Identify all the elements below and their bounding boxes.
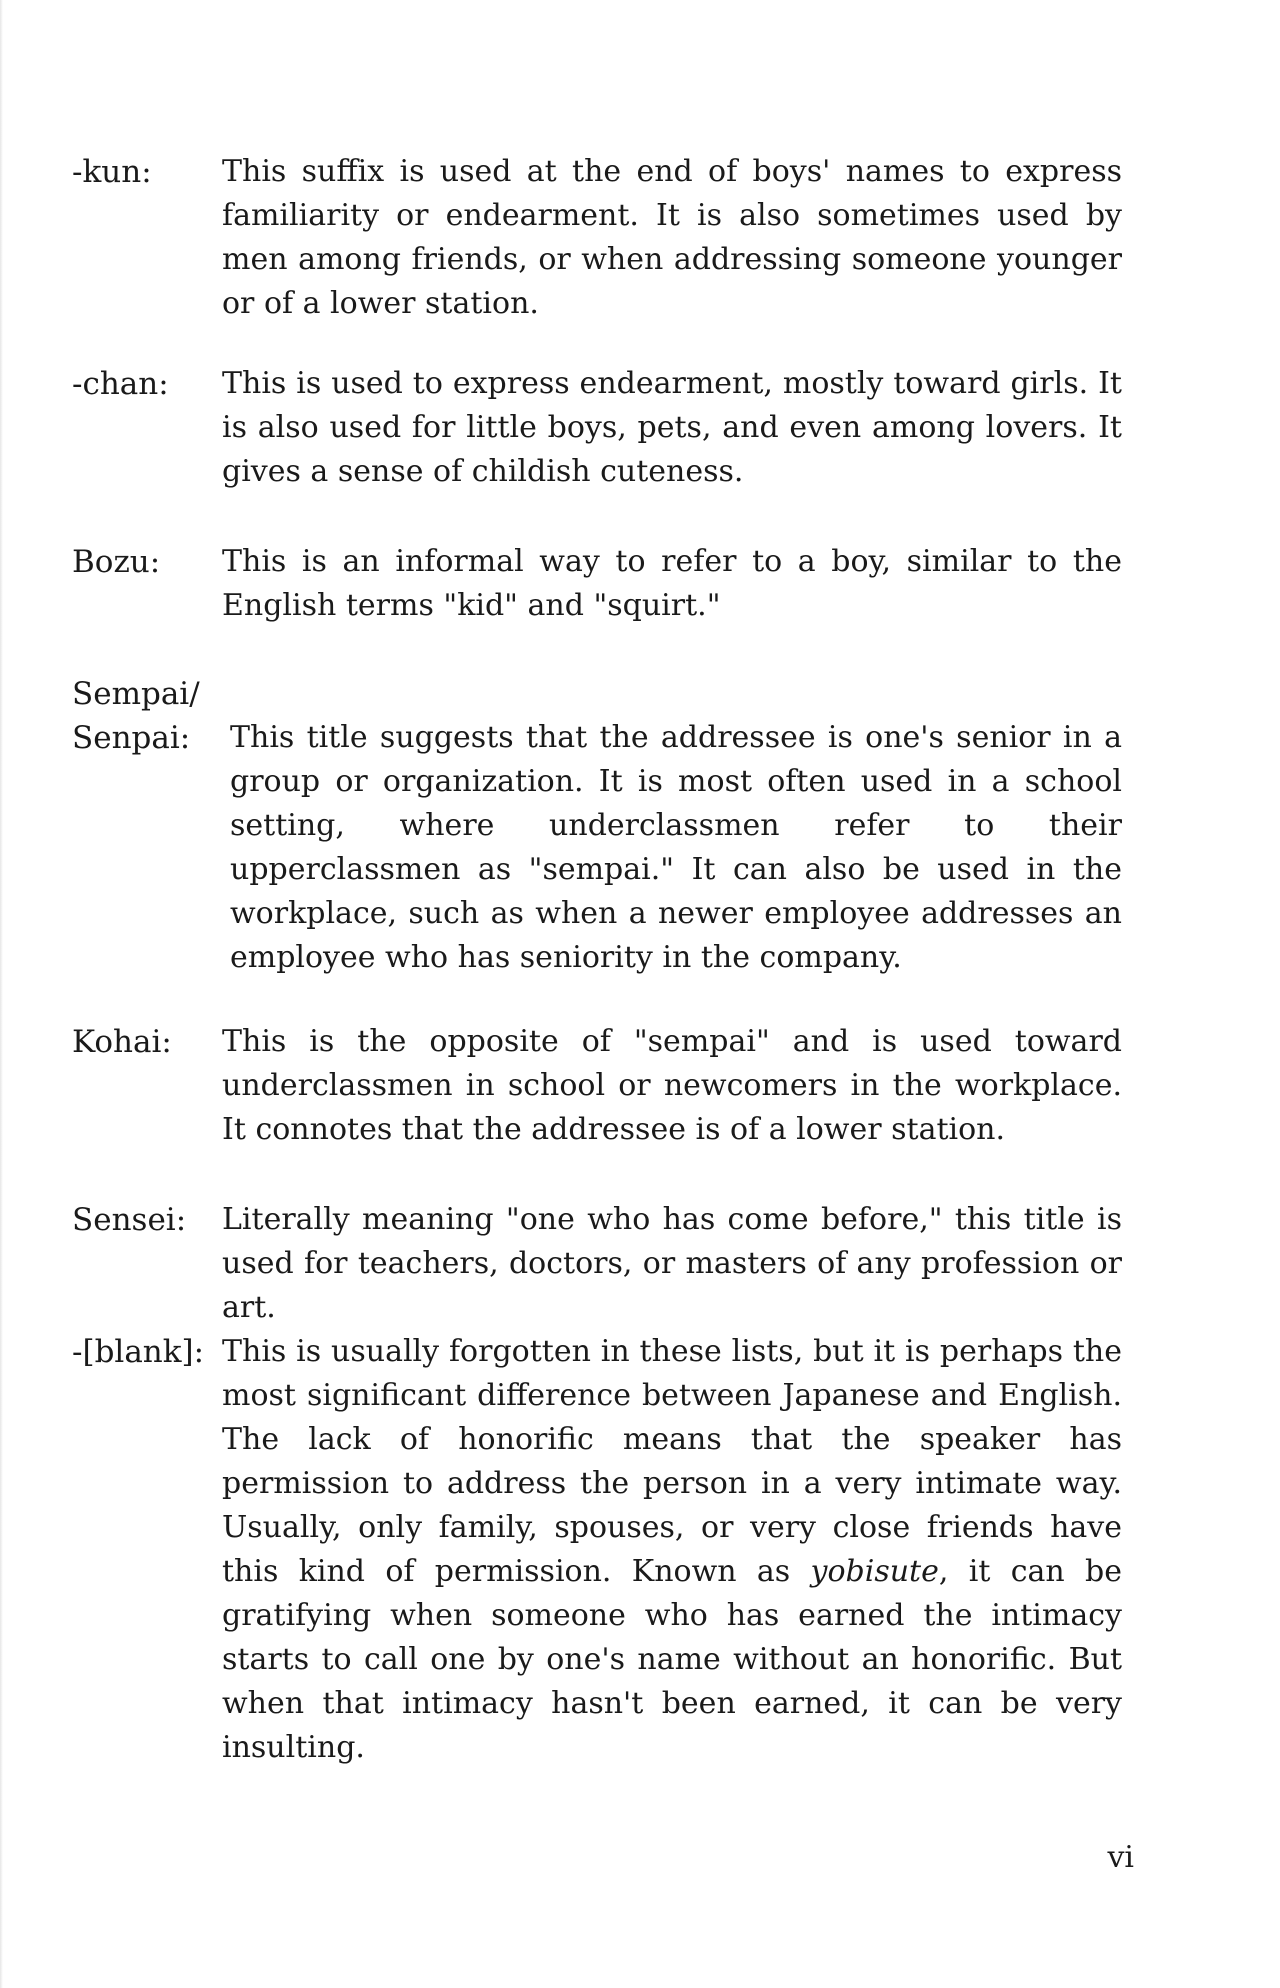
definition-chan: This is used to express endearment, mostly toward girls. It is also used for little boys, pets, and even among lovers. It gives a sense of childish cuteness. (222, 366, 1122, 489)
definition-kun: This suffix is used at the end of boys' names to express familiarity or endearment. It is also sometimes used by men among friends, or when addressing someone younger or of a lower station. (222, 154, 1122, 321)
definition-blank-part-2: , it can be gratifying when someone who has earned the intimacy starts to call one by one's name without an honorific. But when that intimacy hasn't been earned, it can be very insulting. (222, 1554, 1122, 1765)
definition-sempai: This title suggests that the addressee is one's senior in a group or organization. It is most often used in a school setting, where underclassmen refer to their upperclassmen as "sempai." It can also be used in the workplace, such as when a newer employee addresses an employee who has seniority in the company. (230, 720, 1122, 975)
term-chan: -chan: (72, 366, 169, 402)
term-kohai: Kohai: (72, 1024, 172, 1060)
definition-blank-italic-term: yobisute (810, 1554, 939, 1589)
term-bozu: Bozu: (72, 544, 161, 580)
definition-kohai: This is the opposite of "sempai" and is used toward underclassmen in school or newcomers in the workplace. It connotes that the addressee is of a lower station. (222, 1024, 1122, 1147)
scan-edge (0, 0, 3, 1988)
definition-blank-part-1: This is usually forgotten in these lists, but it is perhaps the most significant difference between Japanese and English. The lack of honorific means that the speaker has permission to address the person in a very intimate way. Usually, only family, spouses, or very close friends have this kind of permission. Known as (222, 1334, 1122, 1589)
definition-blank (222, 1330, 1122, 1770)
page-number: vi (1107, 1840, 1134, 1875)
term-sempai: Sempai/ Senpai: (72, 676, 200, 756)
definition-bozu: This is an informal way to refer to a boy, similar to the English terms "kid" and "squirt." (222, 544, 1122, 623)
term-blank: -[blank]: (72, 1334, 205, 1370)
definition-sensei: Literally meaning "one who has come before," this title is used for teachers, doctors, or masters of any profession or art. (222, 1202, 1122, 1325)
term-sensei: Sensei: (72, 1202, 187, 1238)
term-kun: -kun: (72, 154, 152, 190)
